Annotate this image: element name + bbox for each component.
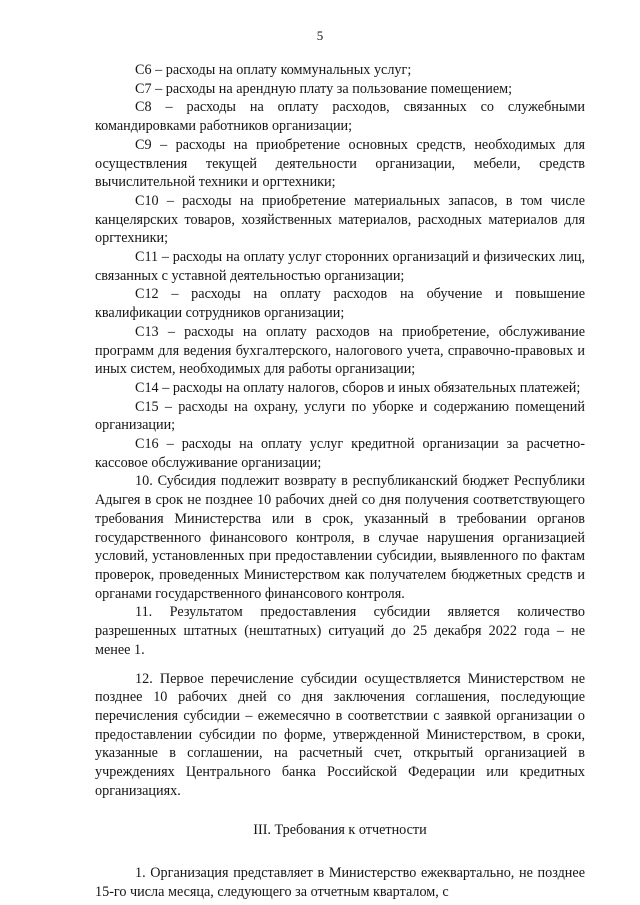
paragraph-c10: С10 – расходы на приобретение материальных запасов, в том числе канцелярских товаров, хозяйственных материалов, расходных материалов для оргтехники; <box>95 192 585 247</box>
paragraph-c13: С13 – расходы на оплату расходов на приобретение, обслуживание программ для ведения бухгалтерского, налогового учета, справочно-правовых и иных систем, необходимых для работы организации; <box>95 323 585 378</box>
paragraph-c9: С9 – расходы на приобретение основных средств, необходимых для осуществления текущей деятельности организации, мебели, средств вычислительной техники и оргтехники; <box>95 136 585 191</box>
paragraph-c6: С6 – расходы на оплату коммунальных услуг; <box>135 62 412 78</box>
section-heading: III. Требования к отчетности <box>253 822 427 839</box>
page-number: 5 <box>316 28 324 43</box>
paragraph-c12: С12 – расходы на оплату расходов на обучение и повышение квалификации сотрудников организации; <box>95 286 585 322</box>
paragraph-section3-1: 1. Организация представляет в Министерство ежеквартально, не позднее 15-го числа месяца, следующего за отчетным кварталом, с <box>95 865 585 900</box>
paragraph-10-refund: 10. Субсидия подлежит возврату в республиканский бюджет Республики Адыгея в срок не позднее 10 рабочих дней со дня получения соответствующего требования Министерства или в срок, указанный в требовании органов государственного финансового контроля, в случае нарушения организацией условий, установленных при предоставлении субсидии, выявленного по фактам проверок, проведенных Министерством как получателем бюджетных средств и органами государственного финансового контроля. <box>95 473 585 602</box>
document-body <box>95 61 585 902</box>
paragraph-c11: С11 – расходы на оплату услуг сторонних организаций и физических лиц, связанных с уставной деятельностью организации; <box>95 249 585 284</box>
paragraph-12-transfer: 12. Первое перечисление субсидии осуществляется Министерством не позднее 10 рабочих дней со дня заключения соглашения, последующие перечисления субсидии – ежемесячно в соответствии с заявкой организации о предоставлении субсидии по форме, утвержденной Министерством, в сроки, указанные в соглашении, на расчетный счет, открытый организацией в учреждениях Центрального банка Российской Федерации или кредитных организациях. <box>95 670 585 799</box>
paragraph-c14: С14 – расходы на оплату налогов, сборов и иных обязательных платежей; <box>135 379 581 396</box>
paragraph-c16: С16 – расходы на оплату услуг кредитной организации за расчетно-кассовое обслуживание организации; <box>95 436 585 471</box>
paragraph-11-result: 11. Результатом предоставления субсидии является количество разрешенных штатных (нештатных) ситуаций до 25 декабря 2022 года – не менее 1. <box>95 604 585 658</box>
paragraph-c15: С15 – расходы на охрану, услуги по уборке и содержанию помещений организации; <box>95 398 585 434</box>
paragraph-c8: С8 – расходы на оплату расходов, связанных со служебными командировками работников организации; <box>95 99 585 135</box>
paragraph-c7: С7 – расходы на арендную плату за пользование помещением; <box>135 80 513 97</box>
